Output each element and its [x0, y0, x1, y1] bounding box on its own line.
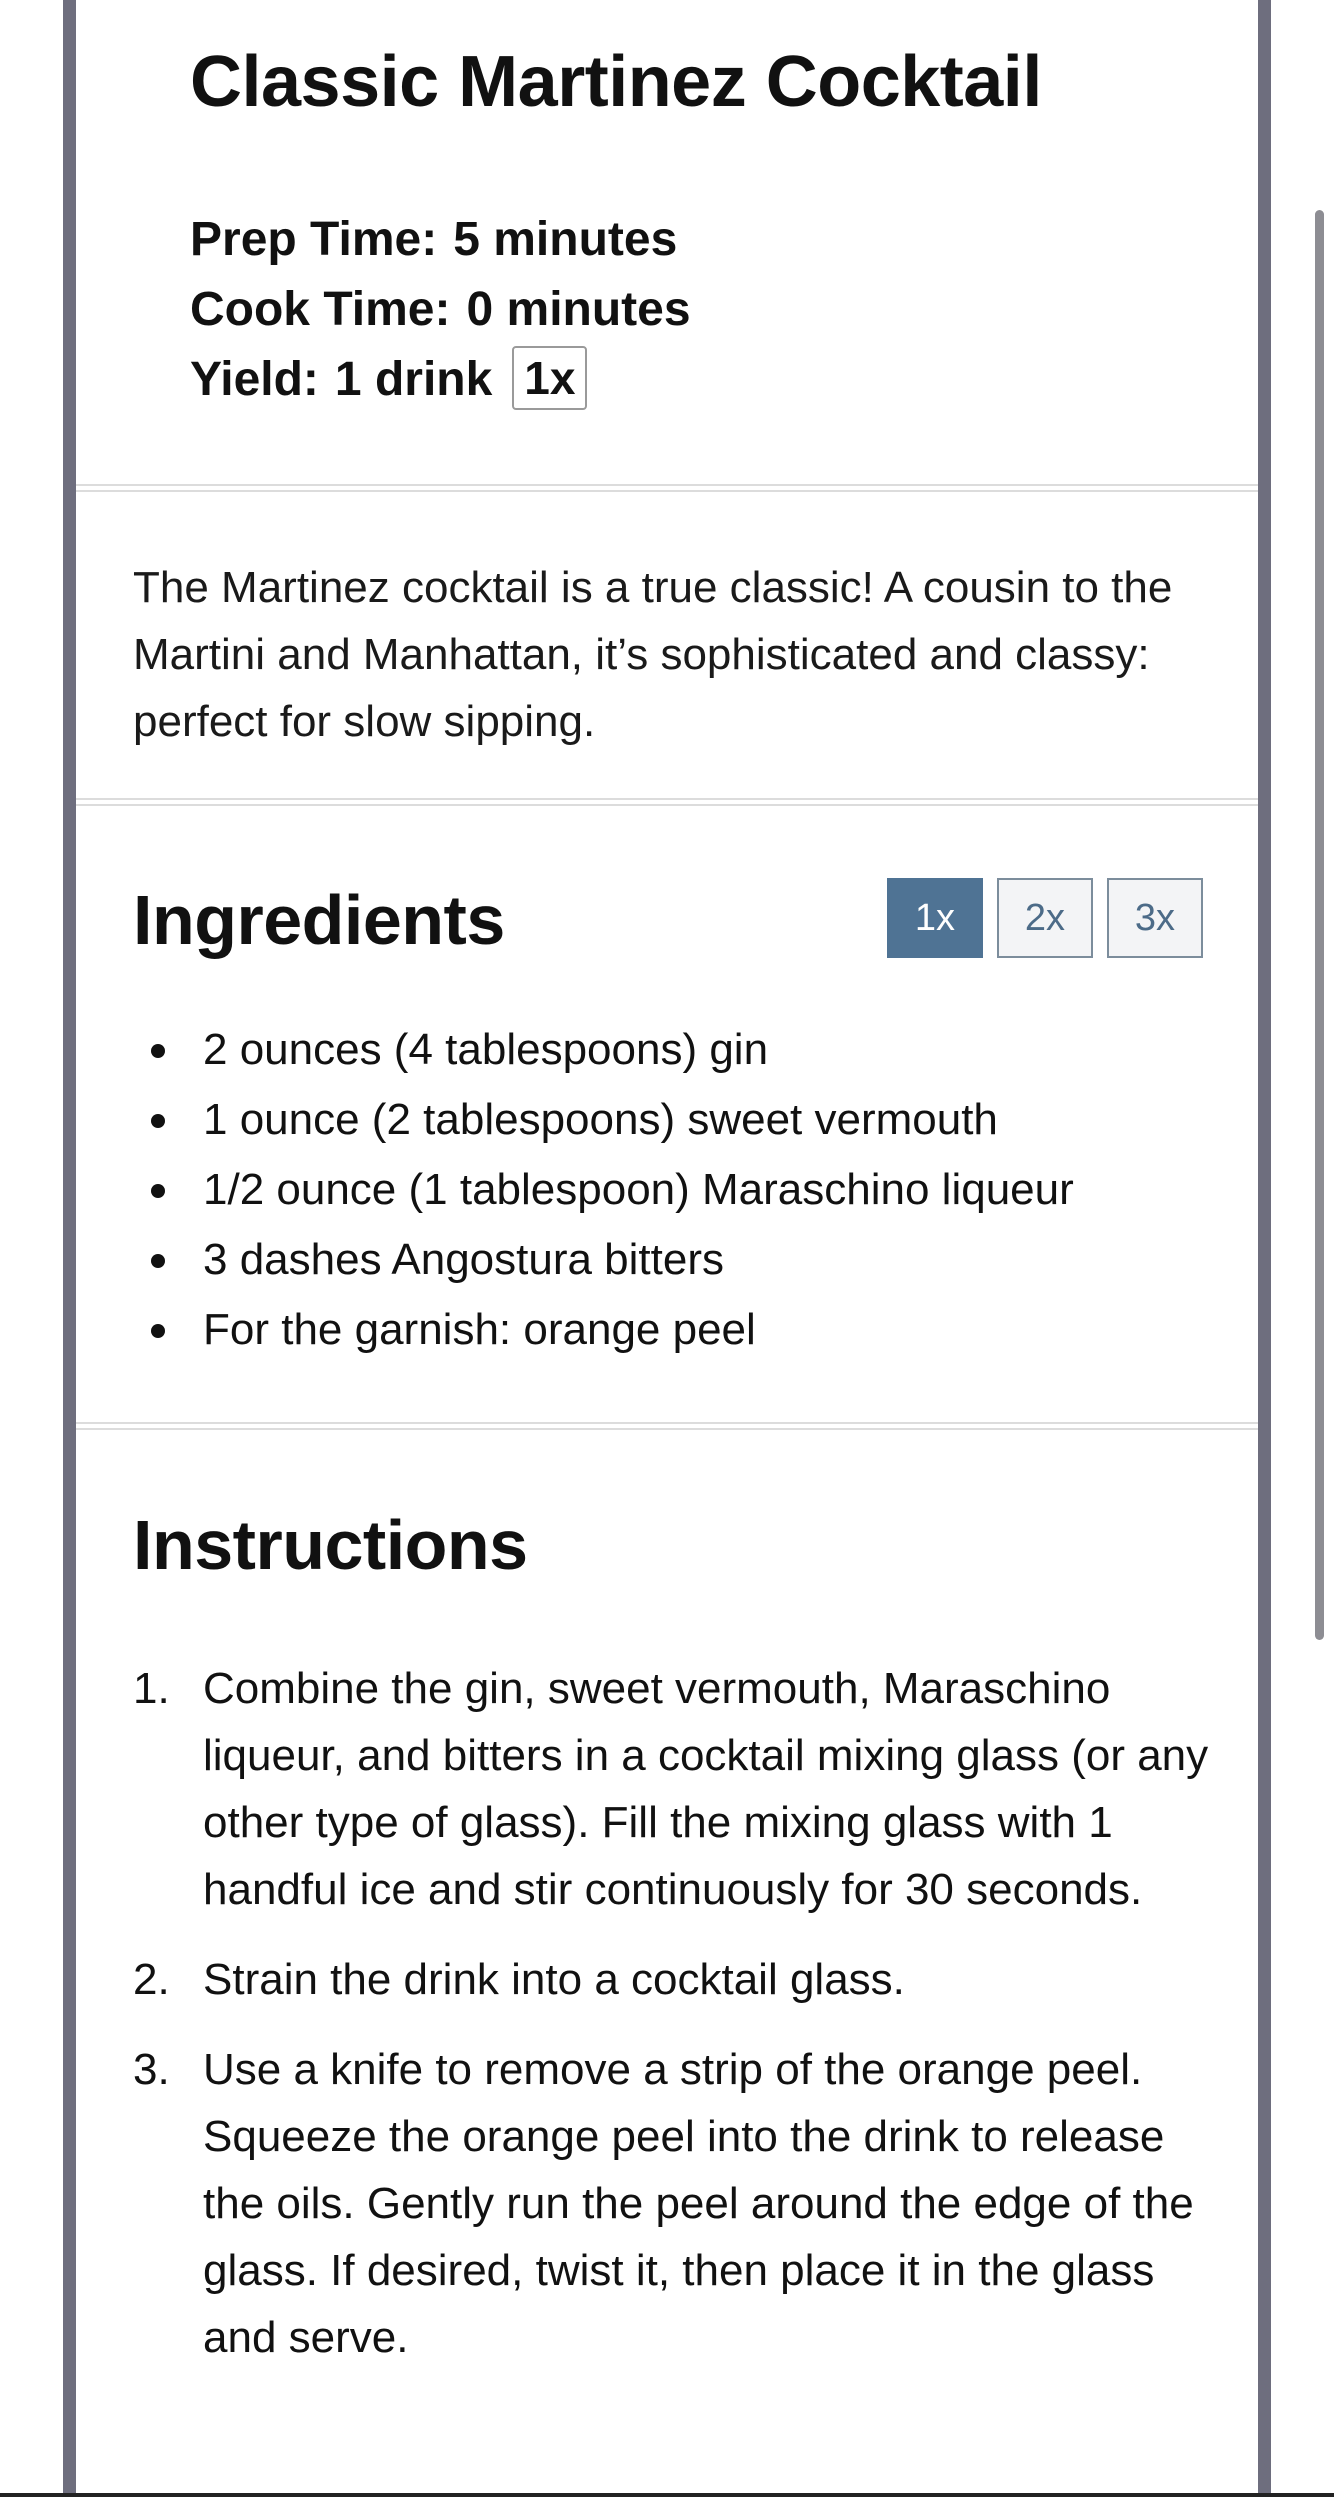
step-text: Use a knife to remove a strip of the orange peel. Squeeze the orange peel into the drink to release the oils. Gently run the peel around the edge of the glass. If desired, twist it, then place it in the glass and serve.	[203, 2045, 1194, 2362]
section-divider	[76, 1422, 1258, 1430]
yield-value: 1 drink	[334, 353, 493, 406]
multiplier-3x-button[interactable]: 3x	[1107, 878, 1203, 958]
step-number: 1.	[133, 1664, 170, 1713]
instructions-list	[133, 1655, 1213, 2394]
ingredient-item: For the garnish: orange peel	[203, 1295, 1253, 1365]
section-divider	[76, 484, 1258, 492]
yield-label: Yield:	[190, 353, 319, 406]
ingredients-list	[133, 1015, 1253, 1365]
prep-time-label: Prep Time:	[190, 213, 438, 266]
recipe-title: Classic Martinez Cocktail	[190, 42, 1042, 122]
ingredients-heading: Ingredients	[133, 881, 505, 959]
instruction-step	[133, 2036, 1213, 2371]
yield-multiplier-badge[interactable]: 1x	[512, 346, 587, 410]
instruction-step	[133, 1655, 1213, 1923]
recipe-summary: The Martinez cocktail is a true classic! A cousin to the Martini and Manhattan, it’s sophisticated and classy: perfect for slow sipping.	[133, 563, 1173, 746]
right-border-rail	[1258, 0, 1271, 2497]
ingredient-item: 3 dashes Angostura bitters	[203, 1225, 1253, 1295]
left-border-rail	[63, 0, 76, 2497]
instruction-step	[133, 1946, 1213, 2013]
vertical-scrollbar[interactable]	[1315, 210, 1324, 1640]
ingredient-item: 2 ounces (4 tablespoons) gin	[203, 1015, 1253, 1085]
instructions-heading: Instructions	[133, 1506, 528, 1584]
ingredient-item: 1/2 ounce (1 tablespoon) Maraschino liqueur	[203, 1155, 1253, 1225]
cook-time-value: 0 minutes	[466, 283, 691, 336]
step-text: Strain the drink into a cocktail glass.	[203, 1955, 905, 2004]
recipe-meta	[190, 205, 691, 415]
prep-time-value: 5 minutes	[453, 213, 678, 266]
section-divider	[76, 798, 1258, 806]
yield-row	[190, 345, 691, 415]
recipe-card	[76, 0, 1258, 2497]
multiplier-1x-button[interactable]: 1x	[887, 878, 983, 958]
cook-time-row	[190, 275, 691, 345]
ingredient-item: 1 ounce (2 tablespoons) sweet vermouth	[203, 1085, 1253, 1155]
multiplier-2x-button[interactable]: 2x	[997, 878, 1093, 958]
prep-time-row	[190, 205, 691, 275]
cook-time-label: Cook Time:	[190, 283, 451, 336]
step-number: 3.	[133, 2045, 170, 2094]
bottom-edge	[0, 2493, 1334, 2497]
step-text: Combine the gin, sweet vermouth, Maraschino liqueur, and bitters in a cocktail mixing glass (or any other type of glass). Fill the mixing glass with 1 handful ice and stir continuously for 30 seconds.	[203, 1664, 1209, 1914]
step-number: 2.	[133, 1955, 170, 2004]
servings-multiplier-group	[887, 878, 1203, 958]
